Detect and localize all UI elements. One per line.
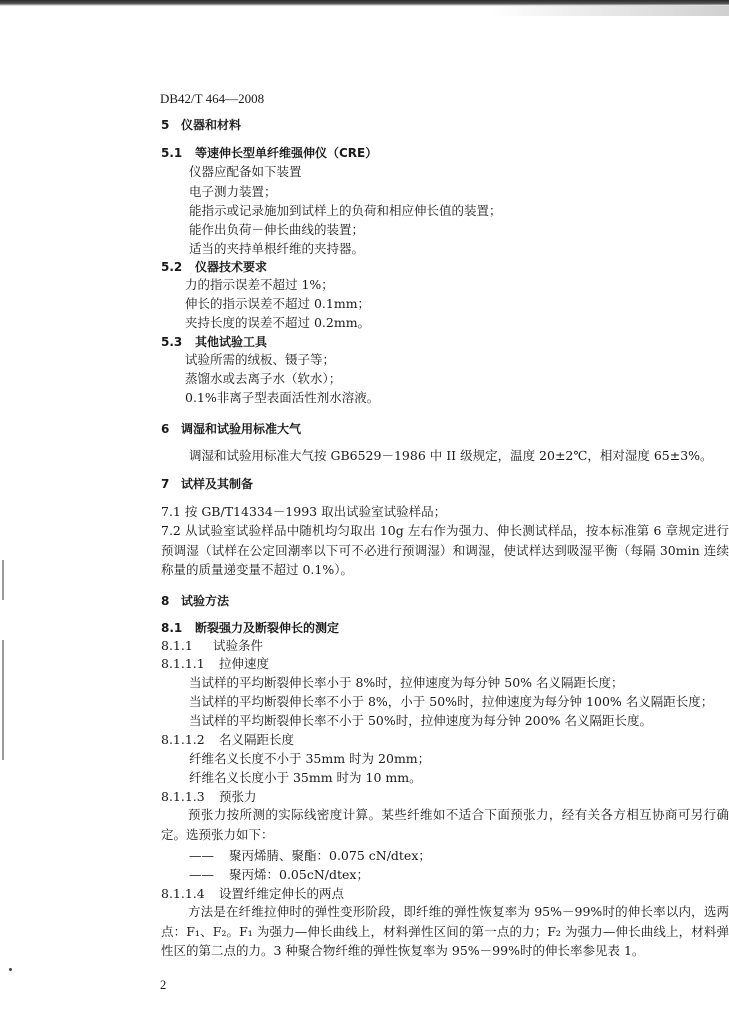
text-line: 力的指示误差不超过 1%；: [185, 277, 334, 292]
text-line: 电子测力装置；: [189, 184, 277, 199]
text-line: 仪器应配备如下装置: [189, 164, 302, 179]
section-8-1-1-4-heading: 8.1.1.4 设置纤维定伸长的两点: [161, 886, 345, 901]
section-6-text: 调湿和试验用标准大气按 GB6529－1986 中 II 级规定，温度 20±2℃，相对湿度 65±3%。: [189, 448, 713, 463]
section-8-1-1-1-heading: 8.1.1.1 拉伸速度: [161, 656, 270, 671]
pretension-paragraph: 预张力按所测的实际线密度计算。某些纤维如不适合下面预张力，经有关各方相互协商可另行确定。选预张力如下：: [161, 807, 729, 842]
clause-7-2: 7.2 从试验室试验样品中随机均匀取出 10g 左右作为强力、伸长测试样品，按本标准第 6 章规定进行预调湿（试样在公定回潮率以下可不必进行预调湿）和调湿，使试样达到吸湿平衡（每隔 30min 连续称量的质量递变量不超过 0.1%）。: [161, 523, 729, 577]
text-line: 0.1%非离子型表面活性剂水溶液。: [185, 390, 380, 405]
text-line: 适当的夹持单根纤维的夹持器。: [189, 241, 365, 256]
scan-left-mark: [2, 560, 4, 600]
list-item: —— 聚丙烯腈、聚酯：0.075 cN/dtex；: [189, 848, 431, 863]
section-5-2-heading: 5.2 仪器技术要求: [161, 260, 268, 274]
scan-speck: [9, 968, 12, 971]
section-8-1-1-heading: 8.1.1 试验条件: [161, 638, 264, 653]
text-line: 当试样的平均断裂伸长率不小于 8%，小于 50%时，拉伸速度为每分钟 100% 名义隔距长度；: [189, 694, 714, 709]
scan-left-mark: [2, 640, 4, 760]
section-8-1-1-3-heading: 8.1.1.3 预张力: [161, 789, 257, 804]
two-point-method-paragraph: 方法是在纤维拉伸时的弹性变形阶段，即纤维的弹性恢复率为 95%－99%时的伸长率以内，选两点：F₁、F₂。F₁ 为强力—伸长曲线上，材料弹性区间的第一点的力；F₂ 为强力—伸长曲线上，材料弹性区的第二点的力。3 种聚合物纤维的弹性恢复率为 95%－99%时的伸长率参见表 1。: [161, 904, 729, 958]
text-line: 夹持长度的误差不超过 0.2mm。: [185, 315, 371, 330]
text-line: 能指示或记录施加到试样上的负荷和相应伸长值的装置；: [189, 203, 502, 218]
section-5-1-heading: 5.1 等速伸长型单纤维强伸仪（CRE）: [161, 146, 378, 160]
text-line: 纤维名义长度不小于 35mm 时为 20mm；: [189, 751, 431, 766]
clause-7-1: 7.1 按 GB/T14334－1993 取出试验室试验样品；: [161, 504, 447, 519]
section-8-1-1-2-heading: 8.1.1.2 名义隔距长度: [161, 732, 295, 747]
text-line: 能作出负荷－伸长曲线的装置；: [189, 222, 365, 237]
list-item: —— 聚丙烯：0.05cN/dtex；: [189, 867, 369, 882]
section-8-1-heading: 8.1 断裂强力及断裂伸长的测定: [161, 621, 340, 635]
text-line: 纤维名义长度小于 35mm 时为 10 mm。: [189, 770, 422, 785]
text-line: 当试样的平均断裂伸长率小于 8%时，拉伸速度为每分钟 50% 名义隔距长度；: [189, 675, 624, 690]
section-6-heading: 6 调湿和试验用标准大气: [161, 422, 302, 436]
section-7-heading: 7 试样及其制备: [161, 477, 254, 491]
text-line: 试验所需的绒板、镊子等；: [185, 352, 336, 367]
text-line: 伸长的指示误差不超过 0.1mm；: [185, 296, 371, 311]
text-line: 当试样的平均断裂伸长率不小于 50%时，拉伸速度为每分钟 200% 名义隔距长度。: [189, 713, 652, 728]
text-line: 蒸馏水或去离子水（软水）；: [185, 371, 342, 386]
page-number: 2: [160, 978, 167, 992]
standard-code: DB42/T 464—2008: [160, 91, 265, 106]
scan-shadow: [489, 6, 729, 16]
section-5-3-heading: 5.3 其他试验工具: [161, 335, 268, 349]
section-5-heading: 5 仪器和材料: [161, 118, 242, 132]
section-8-heading: 8 试验方法: [161, 594, 230, 608]
